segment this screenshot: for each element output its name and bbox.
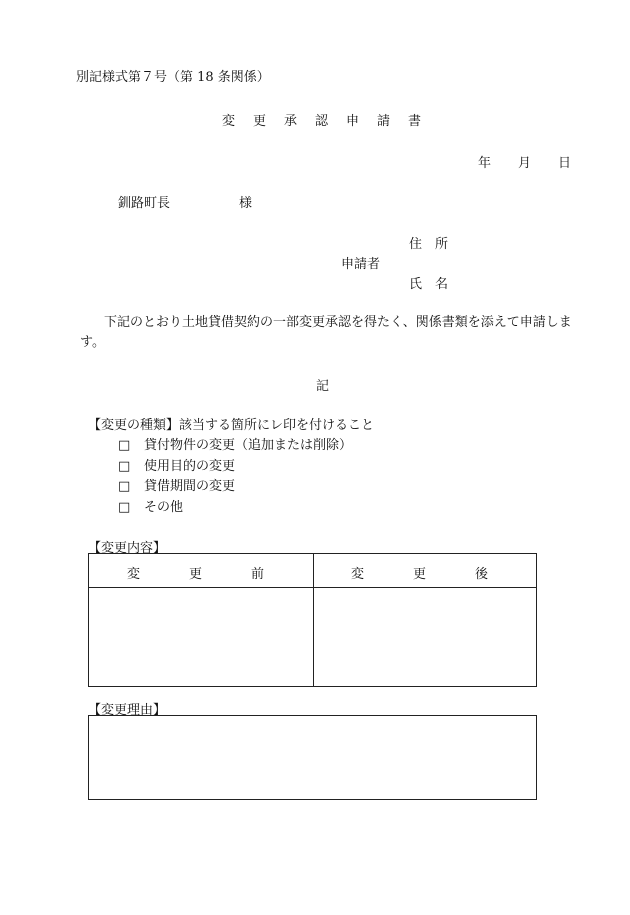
option-label: 貸付物件の変更（追加または削除）	[144, 438, 353, 453]
change-content-heading: 【変更内容】	[88, 541, 167, 556]
applicant-address-label: 住 所	[409, 237, 449, 252]
option-label: 使用目的の変更	[144, 459, 236, 474]
title-char: 認	[315, 114, 329, 129]
before-column-header	[127, 563, 313, 582]
table-header-rule	[89, 587, 536, 588]
change-type-option	[118, 434, 352, 453]
document-title	[222, 110, 439, 129]
applicant-label: 申請者	[341, 257, 381, 272]
change-reason-heading: 【変更理由】	[88, 703, 167, 718]
date-year-label: 年	[478, 156, 492, 171]
header-char: 更	[413, 567, 427, 582]
title-char: 申	[346, 114, 360, 129]
header-char: 後	[475, 567, 489, 582]
checkbox-icon[interactable]: □	[118, 459, 131, 474]
date-month-label: 月	[518, 156, 532, 171]
change-type-option	[118, 475, 235, 494]
ki-heading: 記	[316, 379, 330, 394]
after-column-header	[351, 563, 537, 582]
checkbox-icon[interactable]: □	[118, 438, 131, 453]
form-number: 別記様式第７号（第 18 条関係）	[76, 70, 270, 85]
checkbox-icon[interactable]: □	[118, 500, 131, 515]
addressee-honorific: 様	[239, 196, 253, 211]
change-type-option	[118, 455, 235, 474]
title-char: 書	[408, 114, 422, 129]
change-type-heading: 【変更の種類】該当する箇所にレ印を付けること	[88, 418, 375, 433]
header-char: 変	[351, 567, 365, 582]
applicant-name-label: 氏 名	[409, 277, 449, 292]
header-char: 更	[189, 567, 203, 582]
title-char: 更	[253, 114, 267, 129]
table-divider	[313, 554, 314, 686]
addressee-name: 釧路町長	[118, 196, 171, 211]
title-char: 変	[222, 114, 236, 129]
change-content-table	[88, 553, 537, 687]
option-label: 貸借期間の変更	[144, 479, 236, 494]
change-type-option	[118, 496, 183, 515]
body-text: 下記のとおり土地貸借契約の一部変更承認を得たく、関係書類を添えて申請します。	[80, 315, 572, 350]
header-char: 前	[251, 567, 265, 582]
title-char: 承	[284, 114, 298, 129]
header-char: 変	[127, 567, 141, 582]
checkbox-icon[interactable]: □	[118, 479, 131, 494]
change-reason-box[interactable]	[88, 715, 537, 800]
option-label: その他	[144, 500, 184, 515]
date-day-label: 日	[558, 156, 572, 171]
title-char: 請	[377, 114, 391, 129]
